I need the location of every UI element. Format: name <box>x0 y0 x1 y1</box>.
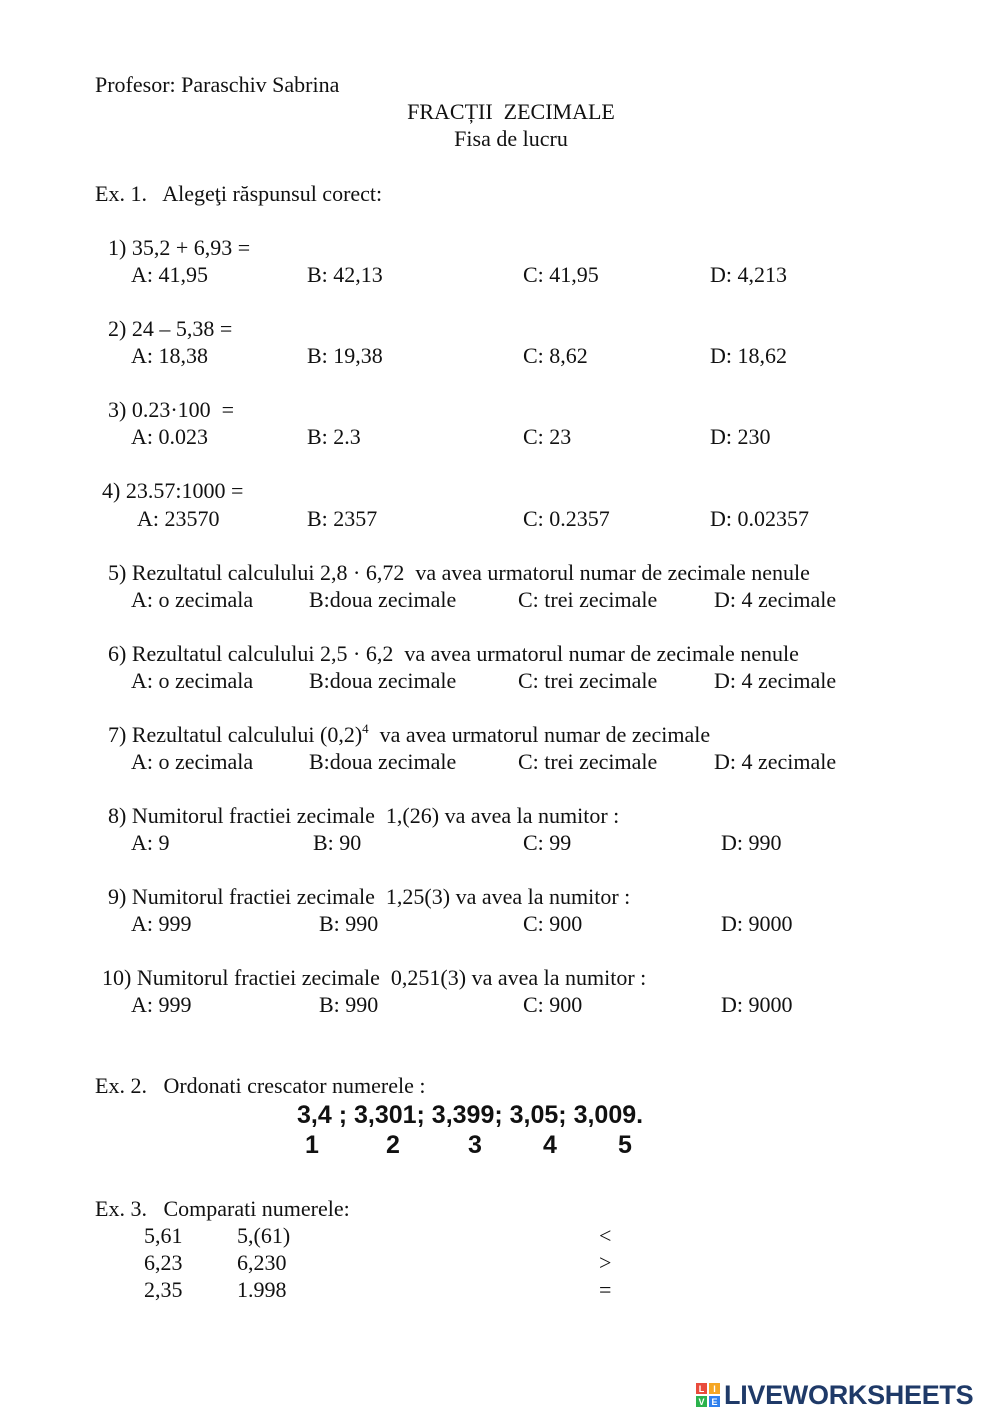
question-7-text-pre: 7) Rezultatul calculului (0,2) <box>108 722 363 747</box>
question-6-text: 6) Rezultatul calculului 2,5 · 6,2 va avea urmatorul numar de zecimale nenule <box>108 641 799 666</box>
logo-text: LIVEWORKSHEETS <box>724 1379 974 1410</box>
ex3-row-2-left: 6,23 <box>144 1250 183 1275</box>
question-3-option-b[interactable]: B: 2.3 <box>307 424 361 449</box>
question-7-option-a[interactable]: A: o zecimala <box>131 749 254 774</box>
question-8-text: 8) Numitorul fractiei zecimale 1,(26) va avea la numitor : <box>108 803 620 828</box>
question-7-text <box>108 721 711 747</box>
question-3-option-c[interactable]: C: 23 <box>523 424 572 449</box>
question-3-option-a[interactable]: A: 0.023 <box>131 424 208 449</box>
question-4-option-d[interactable]: D: 0.02357 <box>710 506 809 531</box>
question-7-text-post: va avea urmatorul numar de zecimale <box>368 722 711 747</box>
question-2-option-d[interactable]: D: 18,62 <box>710 343 787 368</box>
question-5-text: 5) Rezultatul calculului 2,8 · 6,72 va avea urmatorul numar de zecimale nenule <box>108 560 810 585</box>
ex2-slot-4[interactable]: 4 <box>543 1131 557 1159</box>
ex2-slot-1[interactable]: 1 <box>305 1131 319 1159</box>
question-8-option-c[interactable]: C: 99 <box>523 830 572 855</box>
question-10-option-d[interactable]: D: 9000 <box>721 992 793 1017</box>
question-6-option-c[interactable]: C: trei zecimale <box>518 668 658 693</box>
question-1-option-a[interactable]: A: 41,95 <box>131 262 208 287</box>
question-7-exponent: 4 <box>362 721 369 736</box>
ex3-row-2-sign[interactable]: > <box>599 1250 612 1275</box>
question-2-text: 2) 24 – 5,38 = <box>108 316 233 341</box>
ex2-slot-3[interactable]: 3 <box>468 1131 482 1159</box>
question-2-option-b[interactable]: B: 19,38 <box>307 343 383 368</box>
ex3-row-1-sign[interactable]: < <box>599 1223 612 1248</box>
ex3-row-3-right: 1.998 <box>237 1277 287 1302</box>
ex2-heading: Ex. 2. Ordonati crescator numerele : <box>95 1073 426 1098</box>
question-7-option-b[interactable]: B:doua zecimale <box>309 749 457 774</box>
question-9-option-b[interactable]: B: 990 <box>319 911 379 936</box>
question-3-option-d[interactable]: D: 230 <box>710 424 771 449</box>
question-6-option-b[interactable]: B:doua zecimale <box>309 668 457 693</box>
ex3-row-3-left: 2,35 <box>144 1277 183 1302</box>
question-9-option-d[interactable]: D: 9000 <box>721 911 793 936</box>
ex1-heading: Ex. 1. Alegeţi răspunsul corect: <box>95 181 383 206</box>
logo-square-i: I <box>709 1383 720 1394</box>
logo-square-l: L <box>696 1383 707 1394</box>
question-10-text: 10) Numitorul fractiei zecimale 0,251(3) va avea la numitor : <box>102 965 647 990</box>
question-9-text: 9) Numitorul fractiei zecimale 1,25(3) va avea la numitor : <box>108 884 631 909</box>
ex2-slot-5[interactable]: 5 <box>618 1131 632 1159</box>
question-3-text: 3) 0.23·100 = <box>108 397 235 422</box>
question-4-option-a[interactable]: A: 23570 <box>137 506 220 531</box>
ex3-heading: Ex. 3. Comparati numerele: <box>95 1196 350 1221</box>
question-5-option-c[interactable]: C: trei zecimale <box>518 587 658 612</box>
logo-square-e: E <box>709 1396 720 1407</box>
question-10-option-c[interactable]: C: 900 <box>523 992 583 1017</box>
logo-squares-icon <box>696 1383 720 1407</box>
question-10-option-b[interactable]: B: 990 <box>319 992 379 1017</box>
question-8-option-a[interactable]: A: 9 <box>131 830 170 855</box>
question-9-option-c[interactable]: C: 900 <box>523 911 583 936</box>
question-1-text: 1) 35,2 + 6,93 = <box>108 235 251 260</box>
question-5-option-b[interactable]: B:doua zecimale <box>309 587 457 612</box>
question-6-option-a[interactable]: A: o zecimala <box>131 668 254 693</box>
question-1-option-b[interactable]: B: 42,13 <box>307 262 383 287</box>
question-5-option-d[interactable]: D: 4 zecimale <box>714 587 837 612</box>
question-1-option-c[interactable]: C: 41,95 <box>523 262 599 287</box>
logo-square-v: V <box>696 1396 707 1407</box>
ex2-numbers: 3,4 ; 3,301; 3,399; 3,05; 3,009. <box>297 1101 644 1129</box>
teacher-name: Profesor: Paraschiv Sabrina <box>95 72 340 97</box>
question-7-option-d[interactable]: D: 4 zecimale <box>714 749 837 774</box>
ex3-row-1-right: 5,(61) <box>237 1223 291 1248</box>
question-8-option-b[interactable]: B: 90 <box>313 830 362 855</box>
liveworksheets-logo <box>696 1378 973 1412</box>
question-4-text: 4) 23.57:1000 = <box>102 478 244 503</box>
worksheet-subtitle: Fisa de lucru <box>454 126 568 151</box>
question-5-option-a[interactable]: A: o zecimala <box>131 587 254 612</box>
question-1-option-d[interactable]: D: 4,213 <box>710 262 787 287</box>
question-2-option-c[interactable]: C: 8,62 <box>523 343 588 368</box>
question-9-option-a[interactable]: A: 999 <box>131 911 192 936</box>
question-4-option-b[interactable]: B: 2357 <box>307 506 378 531</box>
question-10-option-a[interactable]: A: 999 <box>131 992 192 1017</box>
question-8-option-d[interactable]: D: 990 <box>721 830 782 855</box>
worksheet-title: FRACȚII ZECIMALE <box>407 99 615 124</box>
ex3-row-2-right: 6,230 <box>237 1250 287 1275</box>
question-7-option-c[interactable]: C: trei zecimale <box>518 749 658 774</box>
question-4-option-c[interactable]: C: 0.2357 <box>523 506 610 531</box>
question-2-option-a[interactable]: A: 18,38 <box>131 343 208 368</box>
ex3-row-3-sign[interactable]: = <box>599 1277 612 1302</box>
question-6-option-d[interactable]: D: 4 zecimale <box>714 668 837 693</box>
ex3-row-1-left: 5,61 <box>144 1223 183 1248</box>
ex2-slot-2[interactable]: 2 <box>386 1131 400 1159</box>
